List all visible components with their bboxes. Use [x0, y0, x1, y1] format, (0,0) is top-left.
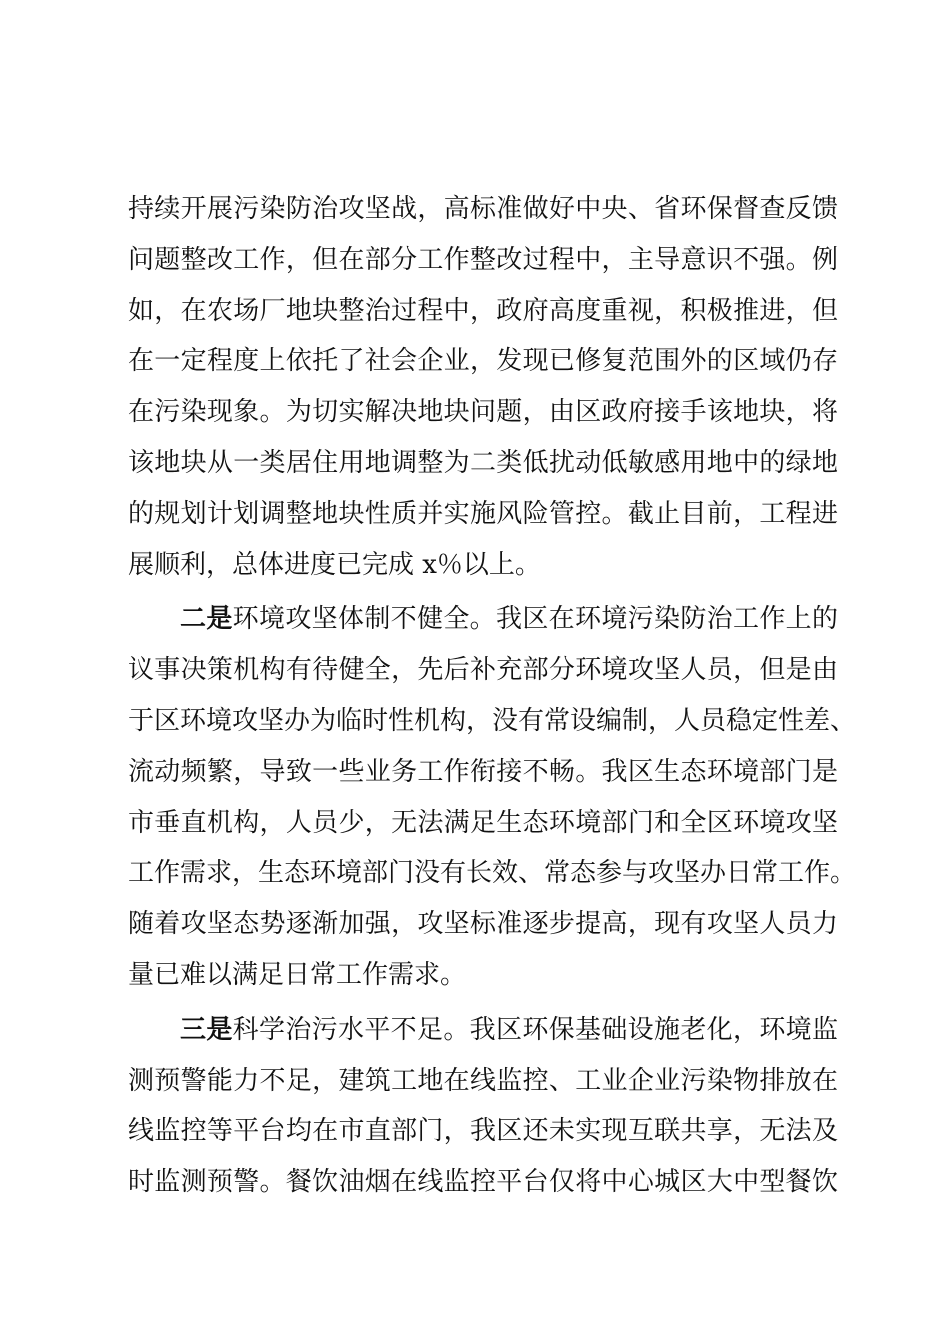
text-line: 量已难以满足日常工作需求。 [128, 959, 467, 990]
text-line: 工作需求，生态环境部门没有长效、常态参与攻坚办日常工作。 [128, 858, 857, 889]
text-line: 时监测预警。餐饮油烟在线监控平台仅将中心城区大中型餐饮 [128, 1167, 838, 1198]
text-line: 于区环境攻坚办为临时性机构，没有常设编制，人员稳定性差、 [128, 705, 857, 736]
text-line: 问题整改工作，但在部分工作整改过程中，主导意识不强。例 [128, 244, 838, 275]
text-line: 测预警能力不足，建筑工地在线监控、工业企业污染物排放在 [128, 1065, 838, 1096]
text-line [128, 594, 838, 645]
text-line: 在污染现象。为切实解决地块问题，由区政府接手该地块，将 [128, 397, 838, 428]
text-line: 持续开展污染防治攻坚战，高标准做好中央、省环保督查反馈 [128, 194, 838, 224]
text-line [128, 1005, 838, 1056]
text-line: 该地块从一类居住用地调整为二类低扰动低敏感用地中的绿地 [128, 447, 838, 478]
paragraph-1 [128, 184, 838, 590]
text-line: 展顺利，总体进度已完成 x％以上。 [128, 549, 541, 580]
paragraph-3 [128, 1005, 838, 1208]
text-line: 线监控等平台均在市直部门，我区还未实现互联共享，无法及 [128, 1116, 838, 1147]
paragraph-first-line: 科学治污水平不足。我区环保基础设施老化，环境监 [232, 1014, 838, 1045]
text-line: 市垂直机构，人员少，无法满足生态环境部门和全区环境攻坚 [128, 807, 838, 838]
text-line: 议事决策机构有待健全，先后补充部分环境攻坚人员，但是由 [128, 655, 838, 686]
text-line: 如，在农场厂地块整治过程中，政府高度重视，积极推进，但 [128, 295, 838, 326]
text-line: 随着攻坚态势逐渐加强，攻坚标准逐步提高，现有攻坚人员力 [128, 909, 838, 940]
paragraph-2 [128, 594, 857, 1000]
paragraph-lead: 三是 [180, 1014, 233, 1045]
text-line: 的规划计划调整地块性质并实施风险管控。截止目前，工程进 [128, 498, 838, 529]
paragraph-lead: 二是 [180, 604, 233, 635]
text-line: 流动频繁，导致一些业务工作衔接不畅。我区生态环境部门是 [128, 756, 838, 787]
paragraph-first-line: 环境攻坚体制不健全。我区在环境污染防治工作上的 [232, 604, 838, 635]
text-line: 在一定程度上依托了社会企业，发现已修复范围外的区域仍存 [128, 346, 838, 377]
document-body [128, 184, 857, 1208]
